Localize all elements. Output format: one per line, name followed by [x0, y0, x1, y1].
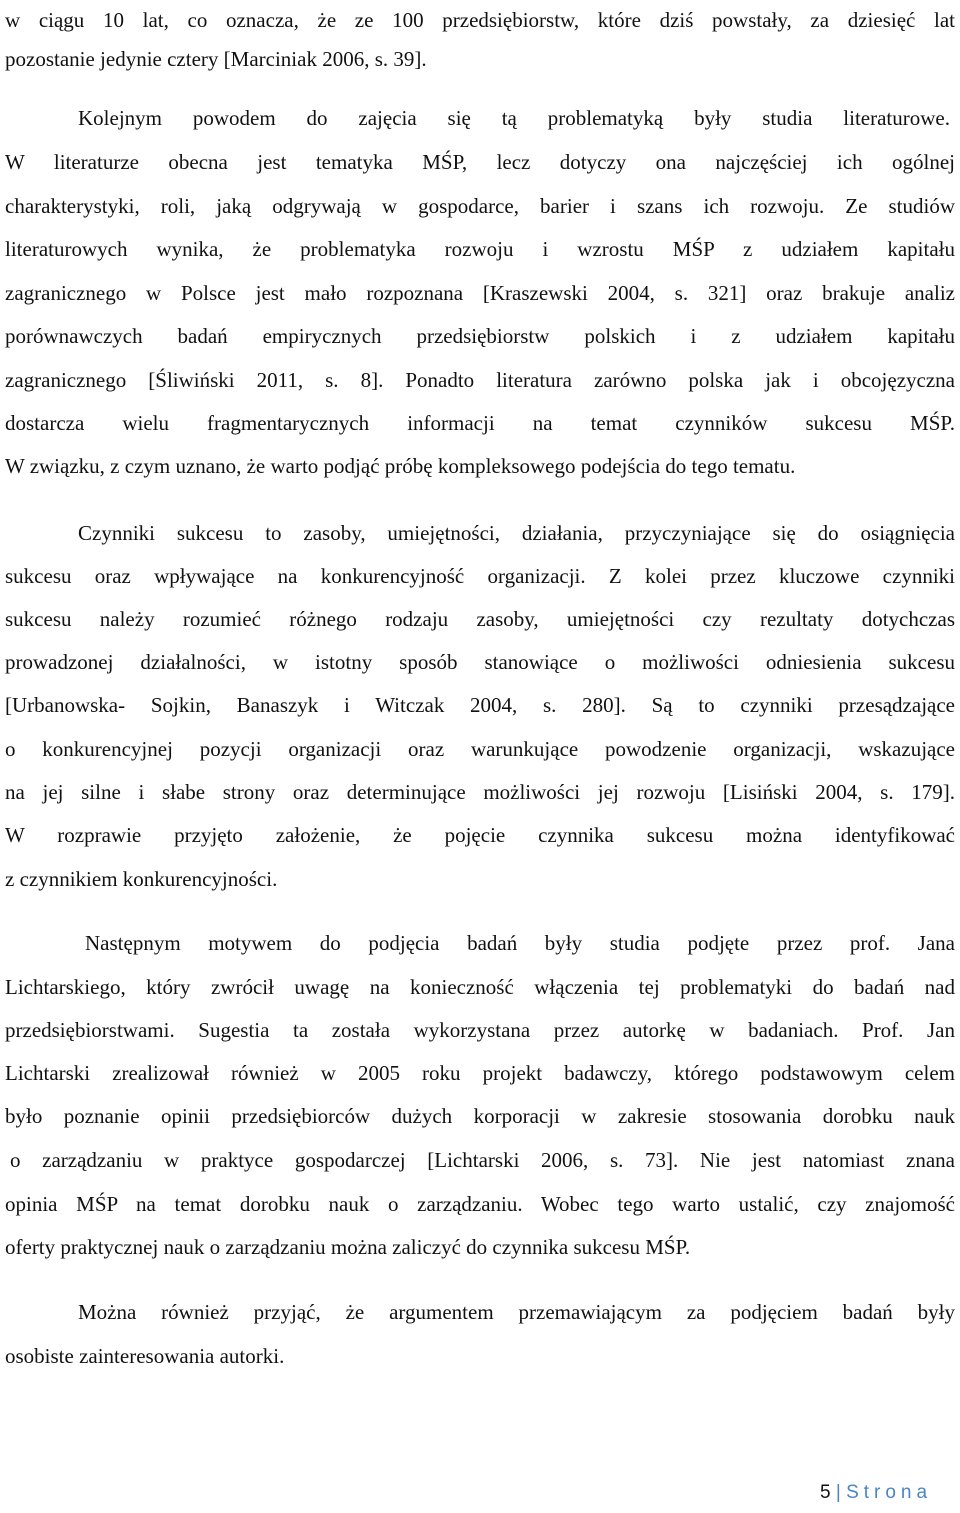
text-line: zagranicznego [Śliwiński 2011, s. 8]. Ponadto literatura zarówno polska jak i obcojęzyczna: [5, 368, 955, 392]
text-line: z czynnikiem konkurencyjności.: [5, 867, 278, 891]
text-line: przedsiębiorstwami. Sugestia ta została wykorzystana przez autorkę w badaniach. Prof. Jan: [5, 1018, 955, 1042]
text-line: sukcesu należy rozumieć różnego rodzaju zasoby, umiejętności czy rezultaty dotychczas: [5, 607, 955, 631]
text-line: literaturowych wynika, że problematyka rozwoju i wzrostu MŚP z udziałem kapitału: [5, 237, 955, 261]
text-line: na jej silne i słabe strony oraz determinujące możliwości jej rozwoju [Lisiński 2004, s. 179].: [5, 780, 955, 804]
page-number: 5: [820, 1482, 831, 1503]
text-line: Lichtarski zrealizował również w 2005 roku projekt badawczy, którego podstawowym celem: [5, 1061, 955, 1085]
text-line: W związku, z czym uznano, że warto podjąć próbę kompleksowego podejścia do tego tematu.: [5, 454, 796, 478]
text-line: dostarcza wielu fragmentarycznych informacji na temat czynników sukcesu MŚP.: [5, 411, 955, 435]
text-line: porównawczych badań empirycznych przedsiębiorstw polskich i z udziałem kapitału: [5, 324, 955, 348]
text-line: charakterystyki, roli, jaką odgrywają w gospodarce, barier i szans ich rozwoju. Ze studiów: [5, 194, 955, 218]
text-line: było poznanie opinii przedsiębiorców dużych korporacji w zakresie stosowania dorobku nauk: [5, 1104, 955, 1128]
footer-label: Strona: [846, 1482, 933, 1503]
text-line: prowadzonej działalności, w istotny sposób stanowiące o możliwości odniesienia sukcesu: [5, 650, 955, 674]
text-line: sukcesu oraz wpływające na konkurencyjność organizacji. Z kolei przez kluczowe czynniki: [5, 564, 955, 588]
text-line: W rozprawie przyjęto założenie, że pojęcie czynnika sukcesu można identyfikować: [5, 823, 955, 847]
text-line: Kolejnym powodem do zajęcia się tą problematyką były studia literaturowe.: [78, 106, 950, 130]
page-footer: [820, 1478, 960, 1508]
text-line: [Urbanowska- Sojkin, Banaszyk i Witczak 2004, s. 280]. Są to czynniki przesądzające: [5, 693, 955, 717]
text-line: o zarządzaniu w praktyce gospodarczej [Lichtarski 2006, s. 73]. Nie jest natomiast znana: [10, 1148, 955, 1172]
text-line: zagranicznego w Polsce jest mało rozpoznana [Kraszewski 2004, s. 321] oraz brakuje analiz: [5, 281, 955, 305]
text-line: Lichtarskiego, który zwrócił uwagę na konieczność włączenia tej problematyki do badań nad: [5, 975, 955, 999]
text-line: Czynniki sukcesu to zasoby, umiejętności, działania, przyczyniające się do osiągnięcia: [78, 521, 955, 545]
text-line: oferty praktycznej nauk o zarządzaniu można zaliczyć do czynnika sukcesu MŚP.: [5, 1235, 691, 1259]
text-line: W literaturze obecna jest tematyka MŚP, lecz dotyczy ona najczęściej ich ogólnej: [5, 150, 955, 174]
text-line: pozostanie jedynie cztery [Marciniak 2006, s. 39].: [5, 47, 427, 71]
text-line: w ciągu 10 lat, co oznacza, że ze 100 przedsiębiorstw, które dziś powstały, za dziesięć lat: [5, 8, 955, 32]
text-line: Następnym motywem do podjęcia badań były studia podjęte przez prof. Jana: [85, 931, 955, 955]
text-line: opinia MŚP na temat dorobku nauk o zarządzaniu. Wobec tego warto ustalić, czy znajomość: [5, 1192, 955, 1216]
text-line: o konkurencyjnej pozycji organizacji oraz warunkujące powodzenie organizacji, wskazujące: [5, 737, 955, 761]
text-line: Można również przyjąć, że argumentem przemawiającym za podjęciem badań były: [78, 1300, 955, 1324]
text-line: osobiste zainteresowania autorki.: [5, 1344, 285, 1368]
footer-separator: |: [835, 1482, 841, 1503]
